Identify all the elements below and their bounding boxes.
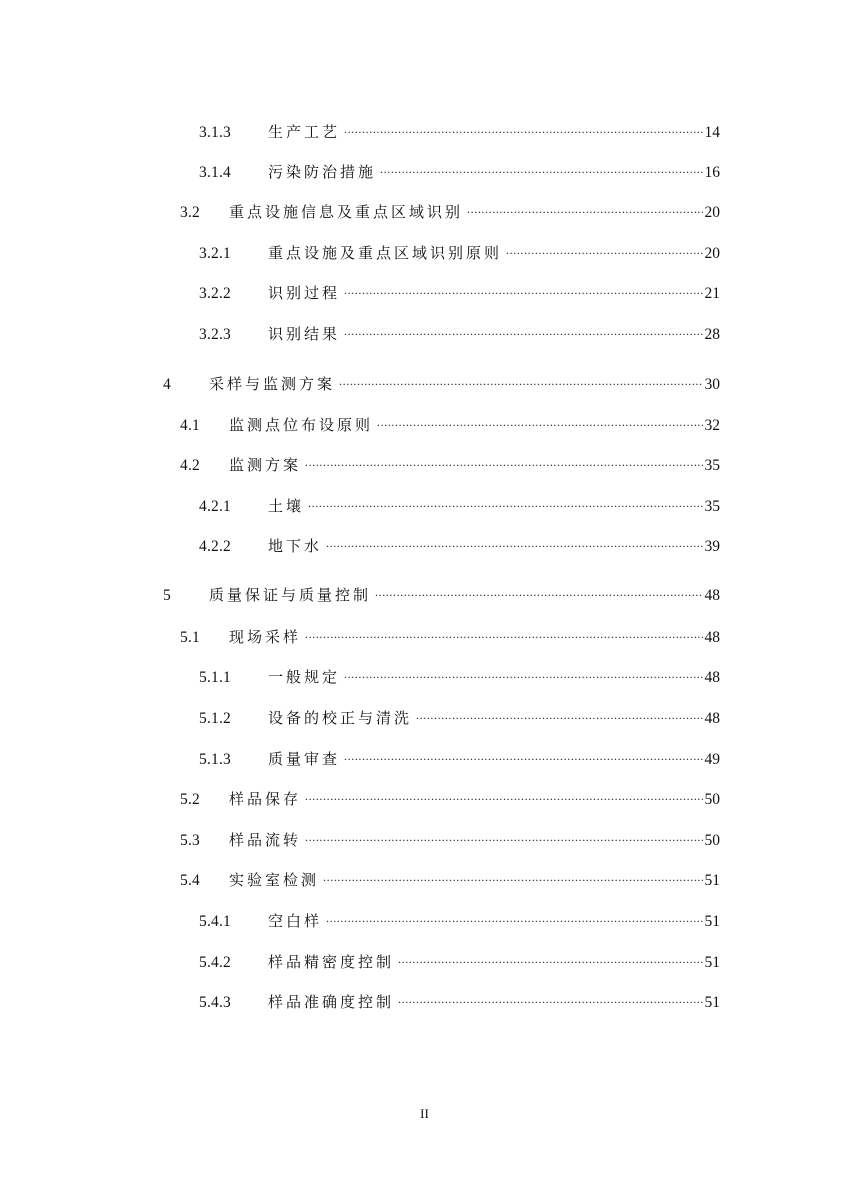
toc-entry-number: 5.3 [180, 832, 200, 849]
toc-entry-page: 20 [704, 245, 720, 262]
toc-entry[interactable] [199, 527, 720, 555]
toc-entry-page: 20 [704, 204, 720, 221]
toc-entry-number: 5.4.2 [199, 954, 231, 971]
toc-entry[interactable] [180, 446, 720, 474]
toc-entry[interactable] [163, 576, 720, 604]
toc-dot-leader [344, 658, 702, 682]
toc-entry[interactable] [199, 234, 720, 262]
toc-entry[interactable] [180, 618, 720, 646]
toc-dot-leader [344, 315, 702, 339]
toc-dot-leader [305, 618, 702, 642]
toc-entry-title: 样品准确度控制 [268, 993, 395, 1011]
toc-entry[interactable] [180, 861, 720, 889]
toc-entry-page: 28 [704, 326, 720, 343]
toc-dot-leader [398, 983, 702, 1007]
toc-entry-title: 识别结果 [268, 325, 341, 343]
toc-dot-leader [344, 113, 702, 137]
toc-entry-title: 样品保存 [229, 790, 302, 808]
toc-entry-page: 32 [704, 417, 720, 434]
toc-entry-page: 51 [704, 954, 720, 971]
toc-entry[interactable] [199, 658, 720, 686]
toc-dot-leader [467, 193, 702, 217]
toc-entry-page: 48 [704, 587, 720, 604]
toc-dot-leader [305, 446, 702, 470]
toc-entry-title: 污染防治措施 [268, 163, 377, 181]
toc-entry-number: 4.2.2 [199, 538, 231, 555]
toc-dot-leader [305, 780, 702, 804]
toc-entry-title: 土壤 [268, 497, 305, 515]
toc-dot-leader [375, 576, 702, 600]
toc-entry-page: 50 [704, 832, 720, 849]
toc-dot-leader [344, 274, 702, 298]
toc-entry[interactable] [180, 780, 720, 808]
toc-entry-title: 监测方案 [229, 456, 302, 474]
toc-entry-page: 51 [704, 994, 720, 1011]
toc-entry-page: 50 [704, 791, 720, 808]
toc-dot-leader [339, 365, 702, 389]
toc-entry[interactable] [199, 699, 720, 727]
toc-entry-number: 3.1.4 [199, 164, 231, 181]
page-footer-number: II [420, 1106, 429, 1121]
toc-entry-title: 采样与监测方案 [209, 375, 336, 393]
toc-entry-page: 51 [704, 913, 720, 930]
toc-entry-number: 3.1.3 [199, 124, 231, 141]
toc-entry[interactable] [199, 943, 720, 971]
toc-entry-title: 空白样 [268, 912, 323, 930]
toc-dot-leader [380, 153, 702, 177]
toc-entry[interactable] [199, 315, 720, 343]
toc-entry-title: 一般规定 [268, 668, 341, 686]
toc-entry-number: 4.2 [180, 457, 200, 474]
toc-entry-number: 3.2.1 [199, 245, 231, 262]
toc-entry[interactable] [180, 193, 720, 221]
toc-entry-number: 5.1.2 [199, 710, 231, 727]
toc-entry-title: 样品流转 [229, 831, 302, 849]
toc-entry-page: 16 [704, 164, 720, 181]
toc-entry-number: 3.2 [180, 204, 200, 221]
toc-dot-leader [398, 943, 702, 967]
toc-entry[interactable] [199, 983, 720, 1011]
toc-dot-leader [506, 234, 702, 258]
toc-dot-leader [308, 487, 702, 511]
toc-dot-leader [377, 406, 702, 430]
toc-entry-title: 设备的校正与清洗 [268, 709, 413, 727]
toc-entry-title: 实验室检测 [229, 871, 320, 889]
toc-entry-page: 48 [704, 669, 720, 686]
toc-entry[interactable] [199, 487, 720, 515]
toc-dot-leader [326, 902, 702, 926]
toc-entry-number: 5.4.1 [199, 913, 231, 930]
toc-dot-leader [416, 699, 702, 723]
toc-entry[interactable] [163, 365, 720, 393]
toc-entry-title: 地下水 [268, 537, 323, 555]
toc-entry[interactable] [199, 740, 720, 768]
toc-entry[interactable] [199, 902, 720, 930]
toc-entry[interactable] [199, 274, 720, 302]
toc-entry-number: 5 [163, 587, 171, 604]
toc-entry-number: 4.2.1 [199, 498, 231, 515]
toc-entry[interactable] [180, 406, 720, 434]
toc-entry-title: 重点设施及重点区域识别原则 [268, 244, 503, 262]
toc-entry-title: 重点设施信息及重点区域识别 [229, 203, 464, 221]
toc-entry-number: 5.1.3 [199, 751, 231, 768]
toc-entry-title: 质量审查 [268, 750, 341, 768]
toc-entry-number: 5.1.1 [199, 669, 231, 686]
toc-entry-number: 3.2.2 [199, 285, 231, 302]
toc-entry-page: 35 [704, 457, 720, 474]
toc-entry[interactable] [180, 821, 720, 849]
toc-entry-page: 14 [704, 124, 720, 141]
toc-entry-page: 48 [704, 629, 720, 646]
toc-entry-page: 21 [704, 285, 720, 302]
toc-entry-title: 样品精密度控制 [268, 953, 395, 971]
toc-entry-number: 4.1 [180, 417, 200, 434]
toc-entry-title: 生产工艺 [268, 123, 341, 141]
toc-entry-page: 39 [704, 538, 720, 555]
toc-dot-leader [323, 861, 702, 885]
toc-entry-number: 4 [163, 376, 171, 393]
toc-entry-page: 35 [704, 498, 720, 515]
toc-entry-title: 质量保证与质量控制 [209, 586, 372, 604]
toc-entry-number: 5.1 [180, 629, 200, 646]
toc-entry-title: 识别过程 [268, 284, 341, 302]
toc-dot-leader [344, 740, 702, 764]
toc-entry-title: 现场采样 [229, 628, 302, 646]
toc-dot-leader [305, 821, 702, 845]
toc-entry-number: 5.4.3 [199, 994, 231, 1011]
toc-entry-page: 48 [704, 710, 720, 727]
toc-dot-leader [326, 527, 702, 551]
toc-entry-number: 3.2.3 [199, 326, 231, 343]
toc-entry-number: 5.2 [180, 791, 200, 808]
toc-entry-page: 51 [704, 872, 720, 889]
toc-entry[interactable] [199, 113, 720, 141]
toc-entry-page: 49 [704, 751, 720, 768]
toc-entry-title: 监测点位布设原则 [229, 416, 374, 434]
toc-entry-page: 30 [704, 376, 720, 393]
toc-entry[interactable] [199, 153, 720, 181]
toc-entry-number: 5.4 [180, 872, 200, 889]
